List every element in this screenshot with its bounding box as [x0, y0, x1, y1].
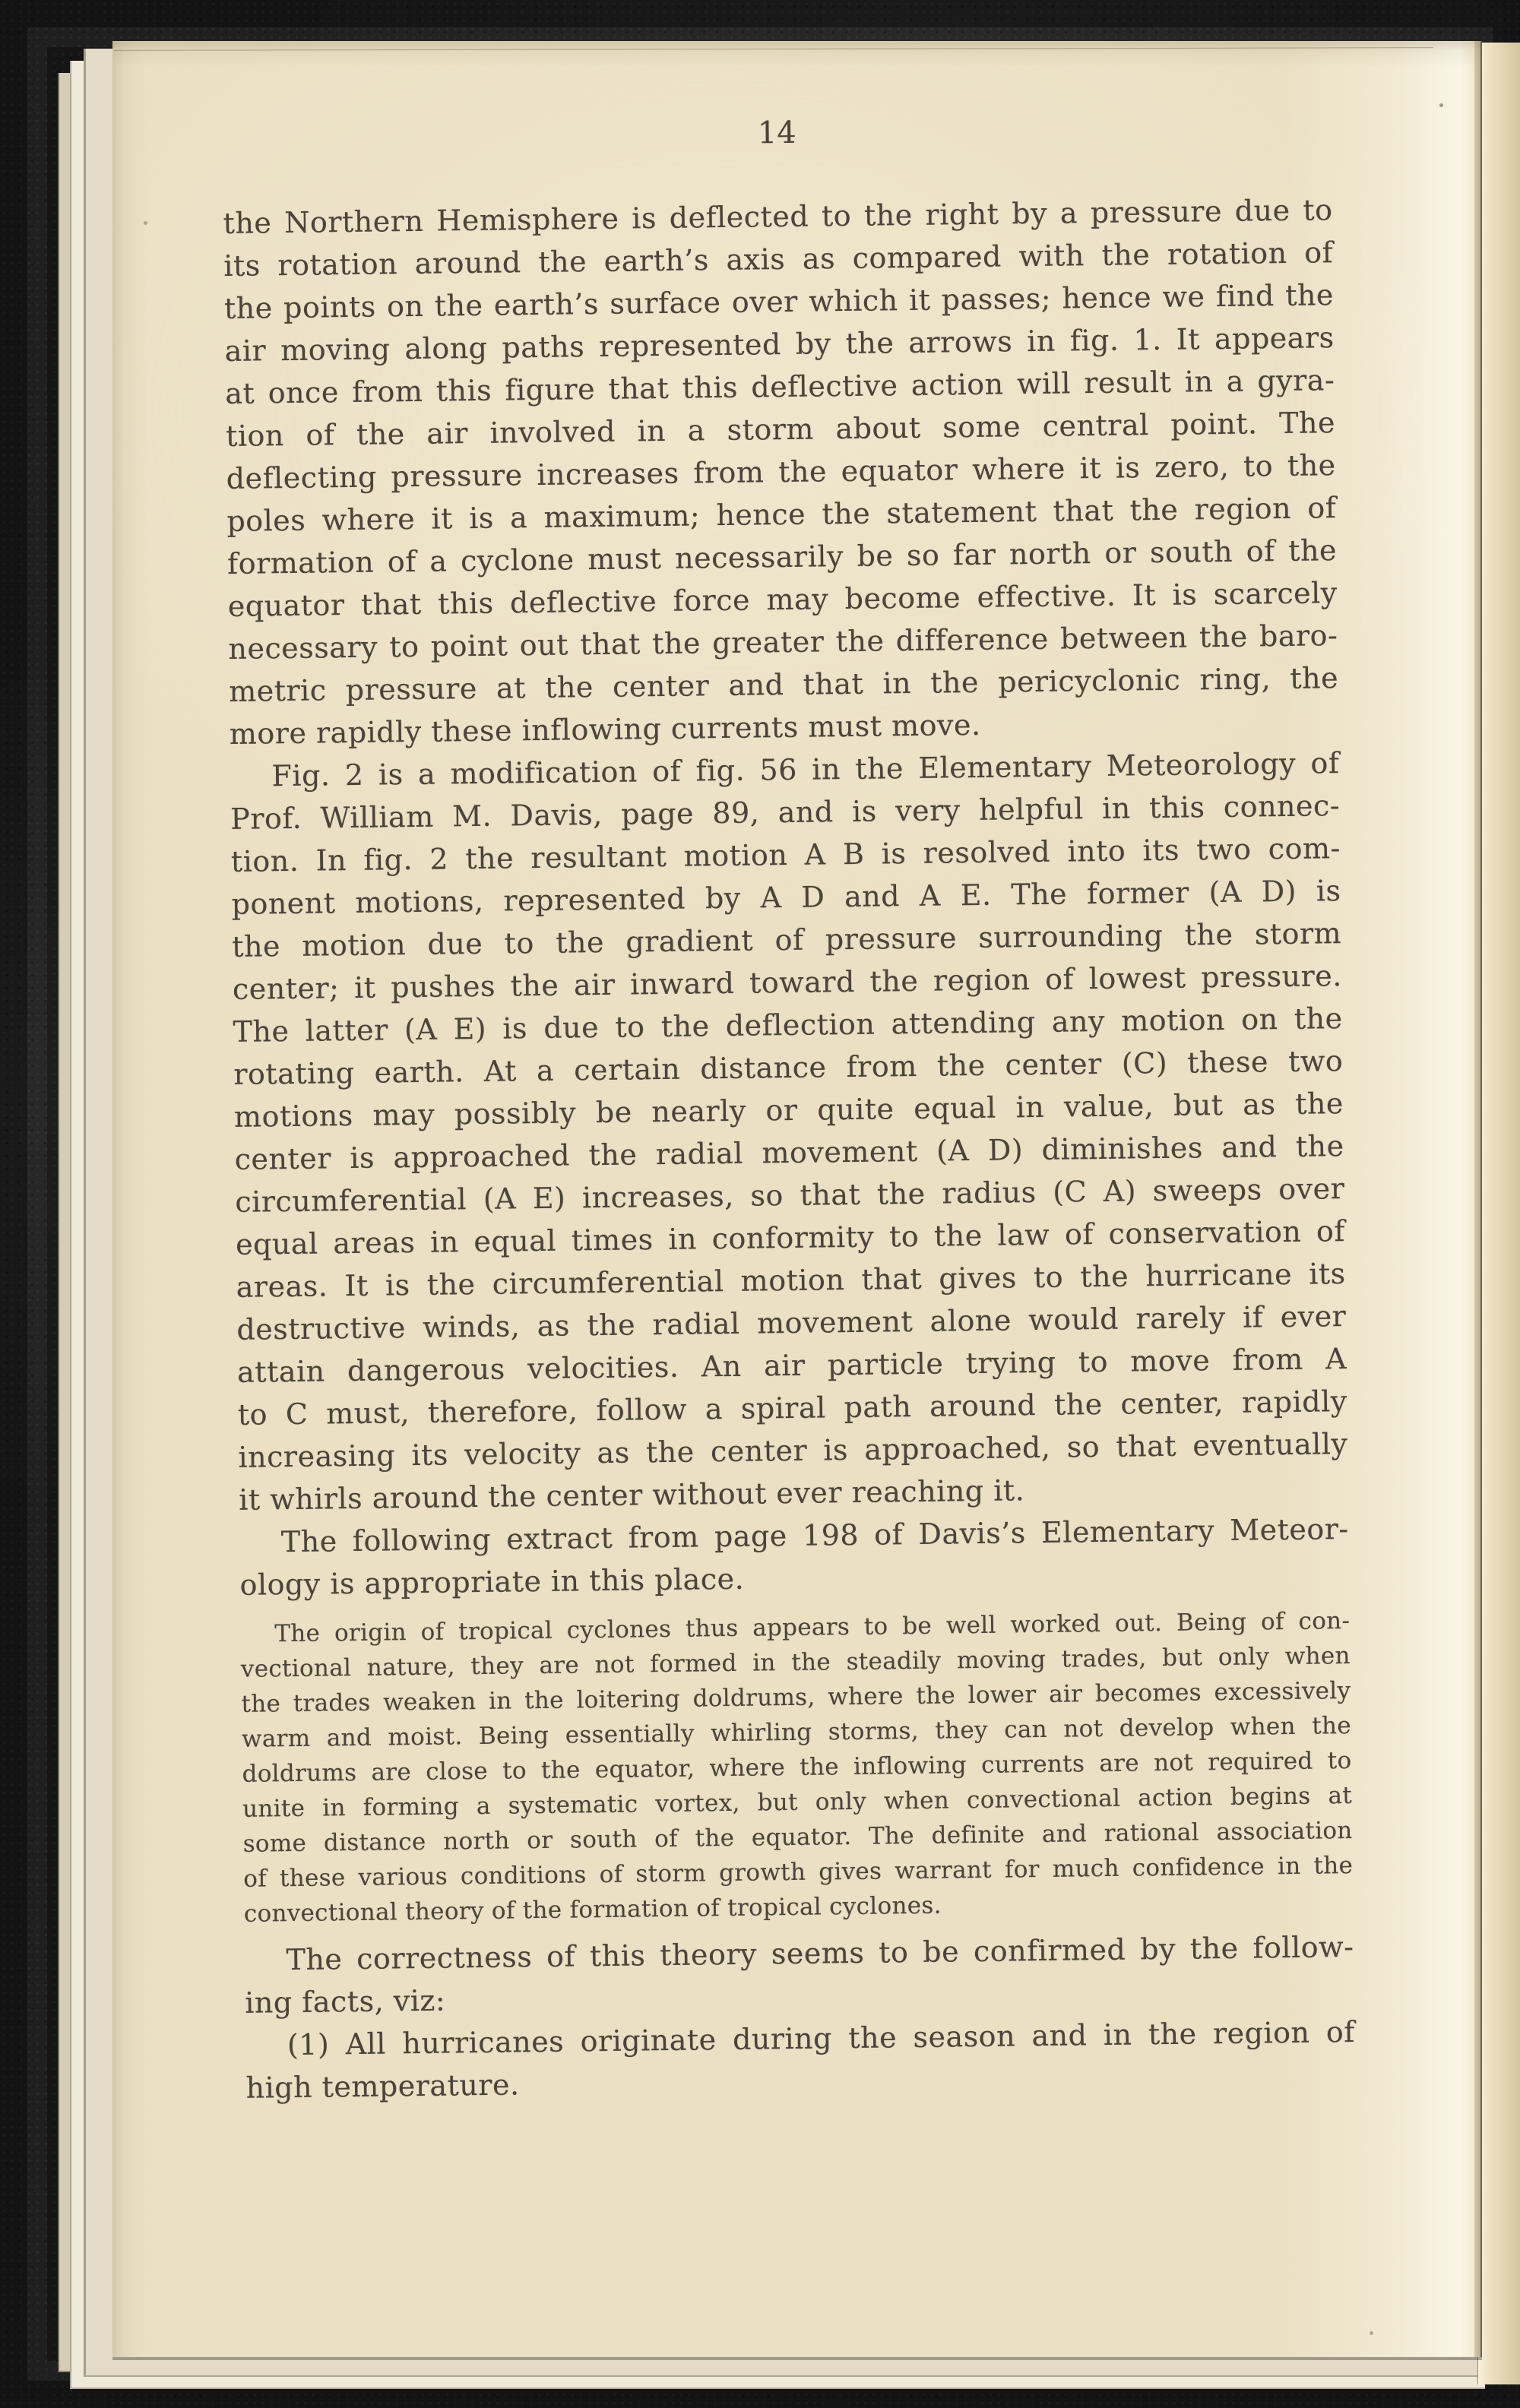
text-line: doldrums are close to the equator, where the inflowing currents are not required to — [242, 1747, 1352, 1788]
page-number: 14 — [757, 115, 796, 151]
text-line: metric pressure at the center and that in the pericyclonic ring, the — [228, 661, 1339, 708]
paper-specks — [112, 41, 115, 43]
text-line: equal areas in equal times in conformity to the law of conservation of — [235, 1214, 1346, 1261]
text-line: air moving along paths represented by the arrows in fig. 1. It appears — [224, 321, 1335, 368]
text-line: destructive winds, as the radial movement alone would rarely if ever — [236, 1299, 1347, 1346]
text-line: tion. In fig. 2 the resultant motion A B is resolved into its two com- — [230, 831, 1341, 878]
text-line: The following extract from page 198 of Davis’s Elementary Meteor- — [280, 1512, 1350, 1559]
text-line: the Northern Hemisphere is deflected to the right by a pressure due to — [223, 193, 1333, 240]
paragraph-fact-1 — [245, 2011, 1356, 2109]
text-line: circumferential (A E) increases, so that the radius (C A) sweeps over — [235, 1172, 1345, 1219]
page-text — [222, 108, 1356, 2109]
text-line: center is approached the radial movement (A D) diminishes and the — [234, 1129, 1344, 1176]
text-line: formation of a cyclone must necessarily be so far north or south of the — [226, 533, 1338, 581]
text-line: convectional theory of the formation of tropical cyclones. — [243, 1891, 942, 1928]
text-line: more rapidly these inflowing currents must move. — [229, 707, 981, 751]
text-line: Fig. 2 is a modification of fig. 56 in the Elementary Meteorology of — [271, 746, 1340, 793]
text-line: The correctness of this theory seems to be confirmed by the follow- — [286, 1929, 1354, 1977]
text-line: Prof. William M. Davis, page 89, and is very helpful in this connec- — [230, 789, 1341, 836]
text-line: of these various conditions of storm growth gives warrant for much confidence in the — [243, 1851, 1354, 1893]
text-line: ing facts, viz: — [244, 1983, 446, 2020]
text-line: the motion due to the gradient of pressure surrounding the storm — [231, 916, 1342, 964]
text-line: tion of the air involved in a storm about some central point. The — [225, 406, 1336, 453]
text-line: attain dangerous velocities. An air particle trying to move from A — [236, 1342, 1347, 1389]
text-line: some distance north or south of the equator. The definite and rational association — [242, 1816, 1353, 1858]
text-line: center; it pushes the air inward toward the region of lowest pressure. — [232, 959, 1343, 1006]
book-page — [112, 41, 1482, 2357]
text-line: necessary to point out that the greater the difference between the baro- — [228, 619, 1338, 666]
text-line: increasing its velocity as the center is approached, so that eventually — [238, 1427, 1348, 1474]
text-line: poles where it is a maximum; hence the statement that the region of — [226, 491, 1337, 538]
text-line: the points on the earth’s surface over which it passes; hence we find the — [223, 278, 1335, 325]
text-line: deflecting pressure increases from the equator where it is zero, to the — [226, 448, 1336, 495]
text-line: unite in forming a systematic vortex, but only when convectional action begins at — [242, 1781, 1353, 1823]
paragraph-deflection-continuation — [223, 188, 1339, 755]
text-line: to C must, therefore, follow a spiral path around the center, rapidly — [237, 1384, 1347, 1432]
text-line: (1) All hurricanes originate during the season and in the region of — [287, 2014, 1356, 2062]
text-line: The latter (A E) is due to the deflection attending any motion on the — [233, 1001, 1343, 1049]
paragraph-correctness — [244, 1925, 1354, 2024]
text-line: motions may possibly be nearly or quite equal in value, but as the — [233, 1087, 1344, 1134]
text-line: it whirls around the center without ever reaching it. — [238, 1473, 1025, 1517]
text-line: the trades weaken in the loitering doldrums, where the lower air becomes excessively — [241, 1677, 1351, 1718]
text-line: warm and moist. Being essentially whirling storms, they can not develop when the — [241, 1712, 1352, 1753]
text-line: areas. It is the circumferential motion that gives to the hurricane its — [236, 1257, 1346, 1304]
text-line: rotating earth. At a certain distance from the center (C) these two — [233, 1044, 1344, 1091]
text-line: vectional nature, they are not formed in the steadily moving trades, but only when — [240, 1642, 1351, 1683]
text-line: at once from this figure that this deflective action will result in a gyra- — [225, 363, 1335, 410]
paragraph-extract-intro — [239, 1508, 1350, 1606]
text-line: high temperature. — [245, 2068, 520, 2105]
extract-quotation-block — [240, 1603, 1354, 1932]
adjacent-page-edge — [1477, 43, 1520, 2384]
paragraph-fig2-explanation — [230, 742, 1348, 1521]
text-line: ology is appropriate in this place. — [239, 1562, 745, 1602]
text-line: its rotation around the earth’s axis as compared with the rotation of — [223, 236, 1334, 283]
text-line: ponent motions, represented by A D and A E. The former (A D) is — [231, 874, 1341, 921]
under-page-edge-line — [114, 47, 1433, 51]
text-line: The origin of tropical cyclones thus appears to be well worked out. Being of con- — [274, 1607, 1351, 1648]
text-line: equator that this deflective force may become effective. It is scarcely — [227, 576, 1338, 623]
